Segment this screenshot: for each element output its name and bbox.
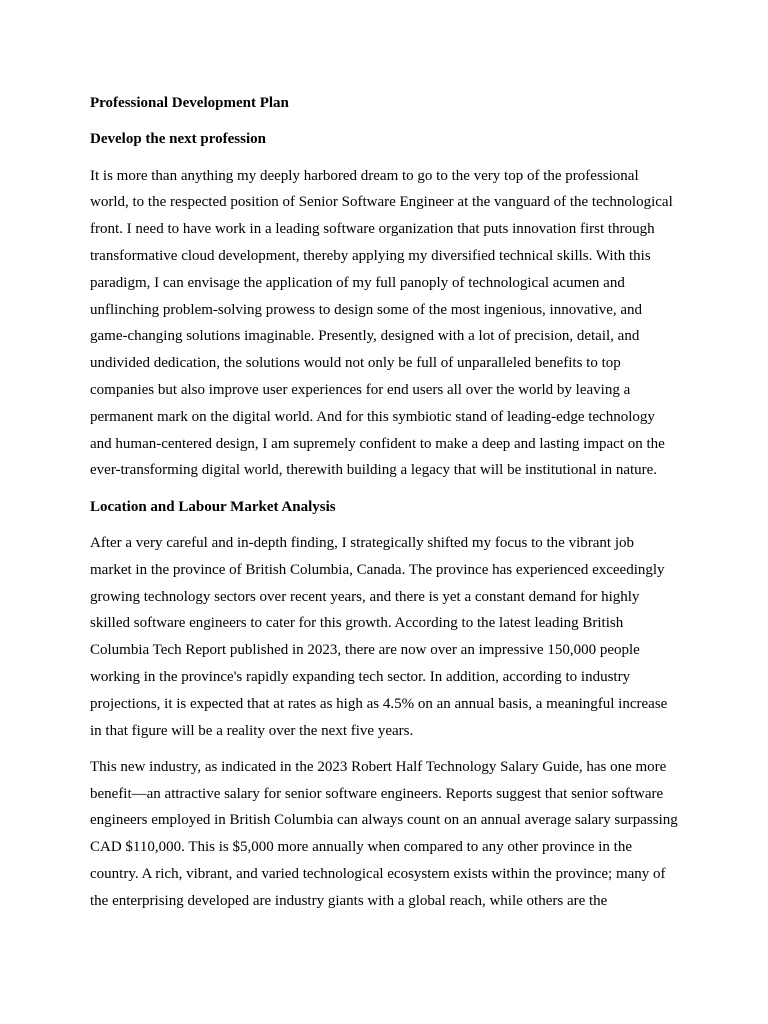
paragraph-salary-guide: This new industry, as indicated in the 2023 Robert Half Technology Salary Guide, has one more benefit—an attractive salary for senior software engineers. Reports suggest that senior software engineers employed in British Columbia can always count on an annual average salary surpassing CAD $110,000. This is $5,000 more annually when compared to any other province in the country. A rich, vibrant, and varied technological ecosystem exists within the province; many of the enterprising developed are industry giants with a global reach, while others are the bbox=[90, 758, 678, 909]
paragraph-career-goal: It is more than anything my deeply harbored dream to go to the very top of the professional world, to the respected position of Senior Software Engineer at the vanguard of the technological front. I need to have work in a leading software organization that puts innovation first through transformative cloud development, thereby applying my diversified technical skills. With this paradigm, I can envisage the application of my full panoply of technological acumen and unflinching problem-solving prowess to design some of the most ingenious, innovative, and game-changing solutions imaginable. Presently, designed with a lot of precision, detail, and undivided dedication, the solutions would not only be full of unparalleled benefits to top companies but also improve user experiences for end users all over the world by leaving a permanent mark on the digital world. And for this symbiotic stand of leading-edge technology and human-centered design, I am supremely confident to make a deep and lasting impact on the ever-transforming digital world, therewith building a legacy that will be institutional in nature. bbox=[90, 167, 673, 479]
paragraph-bc-job-market: After a very careful and in-depth finding, I strategically shifted my focus to the vibrant job market in the province of British Columbia, Canada. The province has experienced exceedingly growing technology sectors over recent years, and there is yet a constant demand for highly skilled software engineers to cater for this growth. According to the latest leading British Columbia Tech Report published in 2023, there are now over an impressive 150,000 people working in the province's rapidly expanding tech sector. In addition, according to industry projections, it is expected that at rates as high as 4.5% on an annual basis, a meaningful increase in that figure will be a reality over the next five years. bbox=[90, 534, 668, 739]
section-heading-develop-profession: Develop the next profession bbox=[90, 131, 266, 148]
document-page bbox=[90, 90, 678, 924]
section-heading-labour-market: Location and Labour Market Analysis bbox=[90, 498, 336, 515]
document-title: Professional Development Plan bbox=[90, 95, 289, 111]
